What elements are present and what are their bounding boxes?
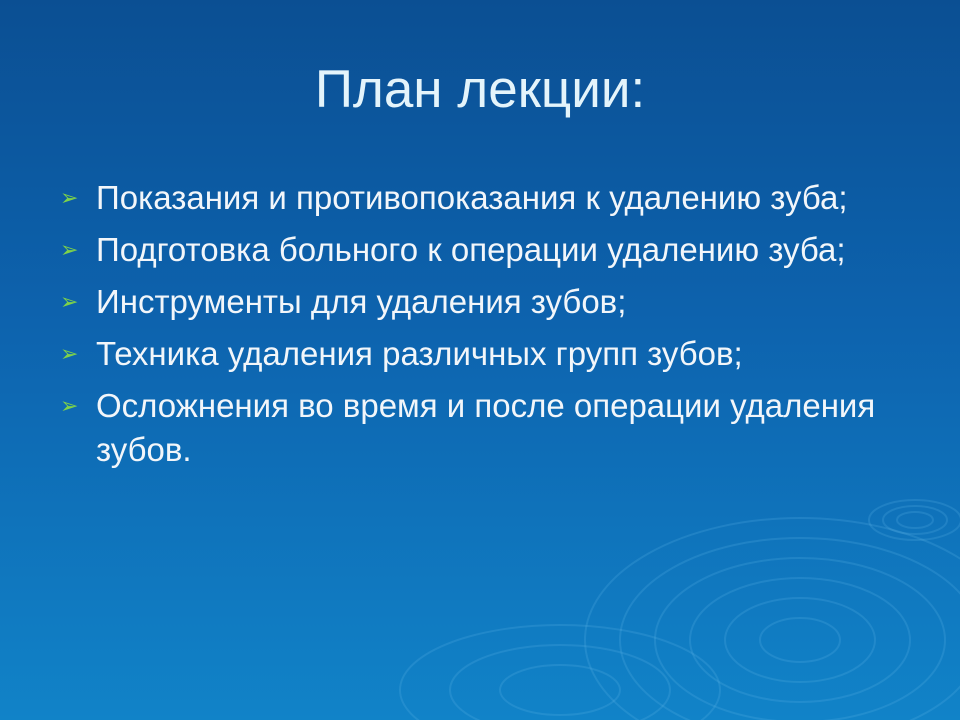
bullet-list bbox=[60, 176, 920, 480]
list-item-text: Показания и противопоказания к удалению зуба; bbox=[96, 179, 848, 216]
list-item bbox=[60, 280, 920, 324]
list-item-text: Подготовка больного к операции удалению зуба; bbox=[96, 231, 846, 268]
list-item-text: Осложнения во время и после операции удаления зубов. bbox=[96, 387, 876, 468]
slide-title: План лекции: bbox=[314, 60, 646, 119]
list-item bbox=[60, 176, 920, 220]
arrow-bullet-icon: ➢ bbox=[60, 289, 79, 314]
list-item-text: Инструменты для удаления зубов; bbox=[96, 283, 627, 320]
list-item-text: Техника удаления различных групп зубов; bbox=[96, 335, 743, 372]
arrow-bullet-icon: ➢ bbox=[60, 341, 79, 366]
arrow-bullet-icon: ➢ bbox=[60, 393, 79, 418]
arrow-bullet-icon: ➢ bbox=[60, 237, 79, 262]
list-item bbox=[60, 228, 920, 272]
list-item bbox=[60, 332, 920, 376]
arrow-bullet-icon: ➢ bbox=[60, 185, 79, 210]
list-item bbox=[60, 384, 920, 472]
